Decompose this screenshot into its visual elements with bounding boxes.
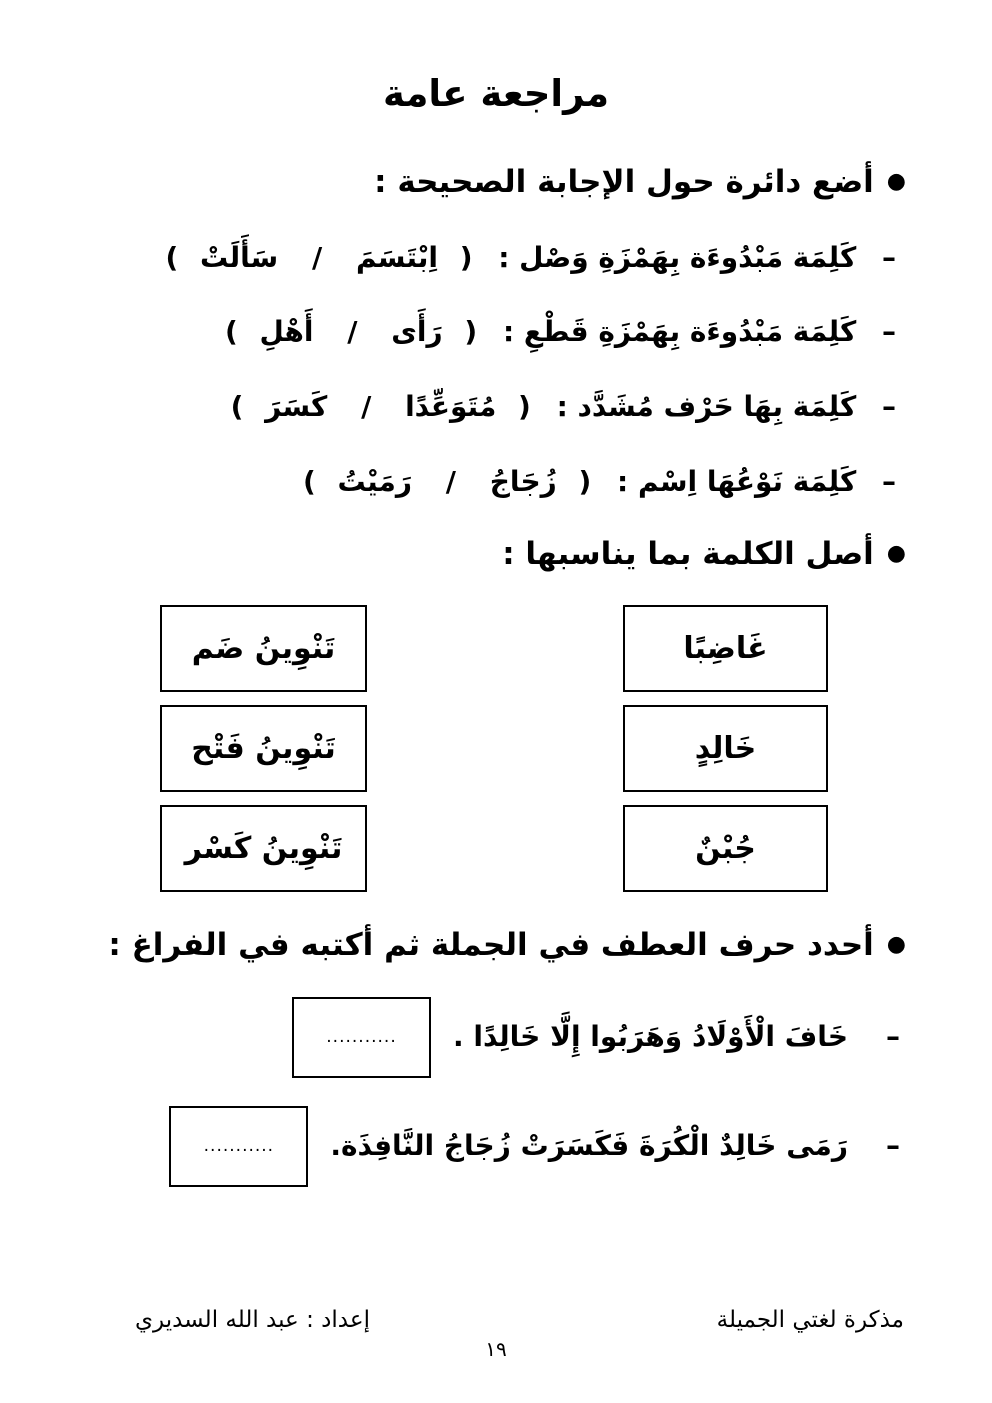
close-paren: ) — [165, 240, 179, 274]
question-line-2 — [0, 310, 992, 355]
page-footer — [0, 1307, 992, 1333]
choice-option[interactable]: سَأَلَتْ — [200, 240, 279, 274]
close-paren: ) — [224, 315, 238, 349]
open-paren: ( — [578, 464, 592, 498]
section3-heading-text: أحدد حرف العطف في الجملة ثم أكتبه في الفراغ : — [108, 927, 874, 964]
choice-option[interactable]: كَسَرَ — [265, 390, 328, 424]
question-prompt: كَلِمَة بِهَا حَرْف مُشَدَّد : — [556, 390, 857, 424]
answer-blank-2[interactable]: ........... — [169, 1106, 308, 1187]
sentence-text: رَمَى خَالِدٌ الْكُرَةَ فَكَسَرَتْ زُجَاجُ النَّافِذَة. — [330, 1129, 848, 1163]
choice-option[interactable]: رَأَى — [391, 315, 443, 349]
matching-area — [0, 577, 992, 892]
dash-mark: – — [882, 390, 896, 424]
word-box-2[interactable]: خَالِدٍ — [623, 705, 828, 792]
words-column — [623, 605, 828, 892]
section1-heading — [0, 159, 992, 206]
tanwin-box-1[interactable]: تَنْوِينُ ضَم — [160, 605, 367, 692]
question-line-1 — [0, 236, 992, 281]
dash-mark: – — [886, 1020, 900, 1054]
word-box-1[interactable]: غَاضِبًا — [623, 605, 828, 692]
choice-option[interactable]: اِبْتَسَمَ — [355, 240, 438, 274]
tanwin-box-3[interactable]: تَنْوِينُ كَسْر — [160, 805, 367, 892]
open-paren: ( — [518, 390, 531, 424]
section1-heading-text: أضع دائرة حول الإجابة الصحيحة : — [374, 164, 874, 200]
dash-mark: – — [886, 1129, 900, 1163]
close-paren: ) — [230, 390, 244, 424]
choice-option[interactable]: أَهْلِ — [259, 315, 314, 349]
page-number: ١٩ — [485, 1337, 507, 1361]
open-paren: ( — [459, 240, 473, 274]
sentence-line-2 — [0, 1106, 992, 1187]
question-line-3 — [0, 385, 992, 430]
dash-mark: – — [882, 315, 896, 349]
answer-blank-1[interactable]: ........... — [292, 997, 431, 1078]
choice-option[interactable]: رَمَيْتُ — [337, 464, 413, 498]
dash-mark: – — [882, 464, 896, 498]
choice-option[interactable]: مُتَوَعِّدًا — [405, 390, 497, 424]
tanwin-column — [160, 605, 367, 892]
question-line-4 — [0, 460, 992, 505]
slash-separator: / — [311, 240, 323, 274]
close-paren: ) — [302, 464, 316, 498]
open-paren: ( — [464, 315, 478, 349]
bullet-icon: ● — [886, 540, 906, 566]
question-prompt: كَلِمَة مَبْدُوءَة بِهَمْزَةِ قَطْعِ : — [502, 315, 857, 349]
sentence-text: خَافَ الْأَوْلَادُ وَهَرَبُوا إِلَّا خَالِدًا . — [453, 1020, 848, 1054]
slash-separator: / — [361, 390, 372, 424]
question-prompt: كَلِمَة نَوْعُهَا اِسْم : — [617, 464, 857, 498]
section3-heading — [0, 922, 992, 969]
section-circle-answer — [0, 159, 992, 505]
dash-mark: – — [882, 240, 896, 274]
section-conjunction — [0, 922, 992, 1187]
word-box-3[interactable]: جُبْنٌ — [623, 805, 828, 892]
section2-heading-text: أصل الكلمة بما يناسبها : — [502, 535, 874, 572]
bullet-icon: ● — [886, 932, 906, 958]
slash-separator: / — [445, 464, 456, 498]
section-matching — [0, 531, 992, 893]
footer-book-title: مذكرة لغتي الجميلة — [716, 1307, 904, 1333]
section2-heading — [0, 531, 992, 578]
page-title: مراجعة عامة — [383, 72, 609, 115]
tanwin-box-2[interactable]: تَنْوِينُ فَتْح — [160, 705, 367, 792]
footer-author: إعداد : عبد الله السديري — [135, 1307, 370, 1333]
slash-separator: / — [347, 315, 358, 349]
question-prompt: كَلِمَة مَبْدُوءَة بِهَمْزَةِ وَصْل : — [498, 240, 857, 274]
choice-option[interactable]: زُجَاجُ — [489, 464, 557, 498]
sentence-line-1 — [0, 997, 992, 1078]
bullet-icon: ● — [886, 169, 906, 195]
